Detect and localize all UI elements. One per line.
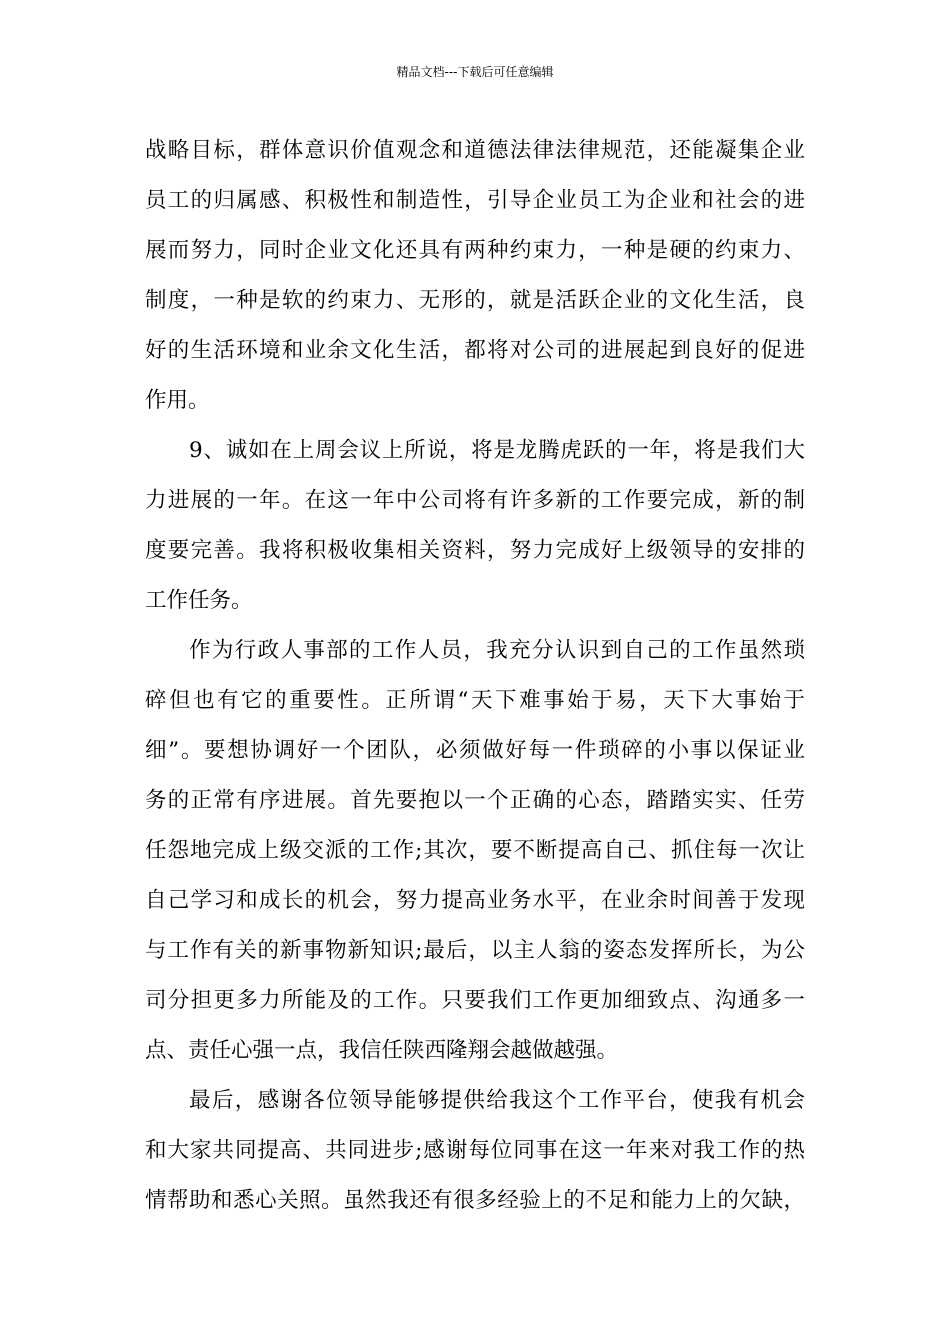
text-line: 碎但也有它的重要性。正所谓“天下难事始于易，天下大事始于 [145, 688, 805, 713]
text-line: 好的生活环境和业余文化生活，都将对公司的进展起到良好的促进 [145, 338, 805, 363]
text-line: 最后，感谢各位领导能够提供给我这个工作平台，使我有机会 [189, 1088, 805, 1113]
text-line: 任怨地完成上级交派的工作;其次，要不断提高自己、抓住每一次让 [145, 838, 805, 863]
text-line: 和大家共同提高、共同进步;感谢每位同事在这一年来对我工作的热 [145, 1138, 805, 1163]
paragraph-1 [145, 126, 805, 426]
text-line: 工作任务。 [145, 588, 253, 613]
text-line: 9、诚如在上周会议上所说，将是龙腾虎跃的一年，将是我们大 [189, 438, 805, 463]
text-line: 度要完善。我将积极收集相关资料，努力完成好上级领导的安排的 [145, 538, 805, 563]
text-line: 作用。 [145, 388, 210, 413]
text-line: 司分担更多力所能及的工作。只要我们工作更加细致点、沟通多一 [145, 988, 805, 1013]
text-line: 情帮助和悉心关照。虽然我还有很多经验上的不足和能力上的欠缺， [145, 1188, 805, 1213]
document-body [145, 126, 805, 1226]
paragraph-2 [145, 426, 805, 626]
text-line: 与工作有关的新事物新知识;最后，以主人翁的姿态发挥所长，为公 [145, 938, 805, 963]
text-line: 制度，一种是软的约束力、无形的，就是活跃企业的文化生活，良 [145, 288, 805, 313]
text-line: 力进展的一年。在这一年中公司将有许多新的工作要完成，新的制 [145, 488, 805, 513]
text-line: 务的正常有序进展。首先要抱以一个正确的心态，踏踏实实、任劳 [145, 788, 805, 813]
text-line: 细”。要想协调好一个团队，必须做好每一件琐碎的小事以保证业 [145, 738, 805, 763]
text-line: 员工的归属感、积极性和制造性，引导企业员工为企业和社会的进 [145, 188, 805, 213]
text-line: 战略目标，群体意识价值观念和道德法律法律规范，还能凝集企业 [145, 138, 805, 163]
text-line: 作为行政人事部的工作人员，我充分认识到自己的工作虽然琐 [189, 638, 805, 663]
paragraph-4 [145, 1076, 805, 1226]
text-line: 展而努力，同时企业文化还具有两种约束力，一种是硬的约束力、 [145, 238, 805, 263]
page-header: 精品文档---下载后可任意编辑 [396, 65, 554, 79]
paragraph-3 [145, 626, 805, 1076]
text-line: 点、责任心强一点，我信任陕西隆翔会越做越强。 [145, 1038, 619, 1063]
text-line: 自己学习和成长的机会，努力提高业务水平，在业余时间善于发现 [145, 888, 805, 913]
